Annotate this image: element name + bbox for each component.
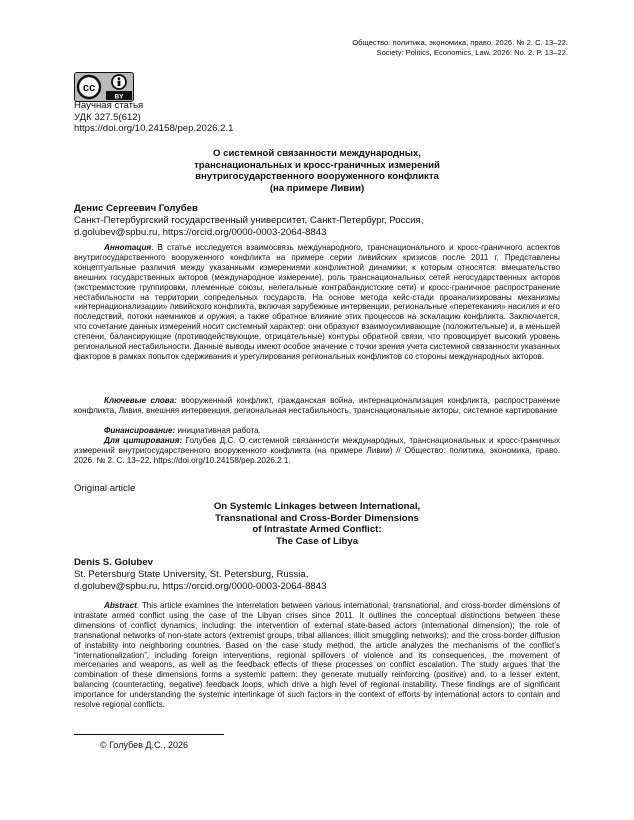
cc-by-icon bbox=[75, 73, 133, 101]
title-ru-line: транснациональных и кросс-граничных измерений bbox=[194, 159, 440, 171]
title-en-line: The Case of Libya bbox=[275, 535, 359, 547]
title-ru-line: О системной связанности международных, bbox=[213, 148, 421, 159]
article-meta bbox=[74, 100, 234, 135]
article-type-ru: Научная статья bbox=[74, 100, 144, 111]
by-text: BY bbox=[114, 93, 124, 101]
citation-ru-label: Для цитирования: bbox=[104, 436, 183, 445]
affiliation-ru-line: d.golubev@spbu.ru, https://orcid.org/0000-0003-2064-8843 bbox=[74, 227, 327, 238]
abstract-en-label: Abstract bbox=[104, 601, 137, 610]
title-ru-line: внутригосударственного вооруженного конфликта bbox=[195, 171, 439, 183]
author-name-en: Denis S. Golubev bbox=[74, 557, 153, 568]
running-header-en: Society: Politics, Economics, Law. 2026. No. 2. P. 13–22. bbox=[376, 48, 568, 57]
title-en bbox=[74, 501, 560, 547]
citation-ru bbox=[74, 436, 560, 466]
affiliation-ru-line: Санкт-Петербургский государственный университет, Санкт-Петербург, Россия, bbox=[74, 215, 424, 226]
keywords-ru-label: Ключевые слова: bbox=[104, 396, 177, 405]
citation-ru-text: Голубев Д.С. О системной связанности международных, транснациональных и кросс-граничных измерений внутригосударственного вооруженного конфликта (на примере Ливии) // Общество: политика, экономика, право. 2026. № 2. С. 13–22. https://doi.org/10.24158/pep.2026.2.1. bbox=[74, 436, 560, 465]
title-en-line: of Intrastate Armed Conflict: bbox=[252, 524, 382, 536]
funding-ru-label: Финансирование: bbox=[104, 426, 176, 435]
abstract-ru-label: Аннотация bbox=[104, 243, 152, 252]
running-header bbox=[352, 38, 568, 58]
cc-text: cc bbox=[82, 82, 96, 94]
footnote-divider bbox=[74, 734, 224, 735]
affiliation-en-line: St. Petersburg State University, St. Petersburg, Russia, bbox=[74, 569, 309, 580]
keywords-ru bbox=[74, 396, 560, 416]
abstract-en bbox=[74, 601, 560, 710]
funding-ru bbox=[74, 426, 560, 436]
abstract-ru-text: . В статье исследуется взаимосвязь международного, транснационального и кросс-граничного аспектов внутригосударственного вооруженного конфликта на примере серии ливийских кризисов после 2011 г. Представлены концептуальные различия между указанными измерениями конфликтной динамики, к которым относятся: вмешательство внешних государственных акторов (международное измерение), роль транснациональных сетей негосударственных акторов (экстремистские группировки, племенные союзы, нелегальные контрабандистские сети) и кросс-граничное распространение нестабильности на территории сопредельных государств. На основе метода кейс-стади проанализированы механизмы «интернационализации» ливийского конфликта, включая зарубежные интервенции, региональные «перетекания» насилия и его последствий, потоки наемников и оружия, а также обратное влияние этих процессов на эскалацию конфликта. Заключается, что сочетание данных измерений носит системный характер: они образуют взаимоусиливающие (положительные) и, в меньшей степени, балансирующие (противодействующие, отрицательные) контуры обратной связи, что провоцирует высокий уровень региональной нестабильности. Данные выводы имеют особое значение с точки зрения учета системной связанности указанных факторов в рамках попыток сдерживания и урегулирования региональных конфликтов со стороны международных акторов. bbox=[74, 243, 560, 361]
abstract-en-text: . This article examines the interrelation between various international, transnational, and cross-border dimensions of intrastate armed conflict using the case of the Libyan crises since 2011. It outlines the conceptual distinctions between these dimensions of conflict dynamics, including: the intervention of external state-based actors (international dimension); the role of transnational networks of non-state actors (extremist groups, tribal alliances, illicit smuggling networks); and the cross-border diffusion of instability into neighboring countries. Based on the case study method, the article analyzes the mechanisms of the conflict’s “internationalization”, including foreign interventions, regional spillovers of violence and its consequences, the movement of mercenaries and weapons, as well as the feedback effects of these processes on conflict escalation. The study argues that the combination of these dimensions forms a systemic pattern: they generate mutually reinforcing (positive) and, to a lesser extent, balancing (counteracting, negative) feedback loops, which drive a high level of regional instability. These findings are of significant importance for understanding the systemic interlinkage of such factors in the context of efforts by international actors to contain and resolve regional conflicts. bbox=[74, 601, 560, 710]
title-ru bbox=[74, 148, 560, 194]
doi-link[interactable]: https://doi.org/10.24158/pep.2026.2.1 bbox=[74, 123, 234, 135]
abstract-ru bbox=[74, 243, 560, 362]
running-header-ru: Общество: политика, экономика, право. 2026. № 2. С. 13–22. bbox=[352, 38, 568, 47]
funding-ru-text: инициативная работа. bbox=[175, 426, 261, 435]
affiliation-en-line: d.golubev@spbu.ru, https://orcid.org/0000-0003-2064-8843 bbox=[74, 581, 327, 592]
title-en-line: On Systemic Linkages between International, bbox=[213, 501, 421, 512]
title-en-line: Transnational and Cross-Border Dimensions bbox=[215, 512, 419, 524]
affiliation-en bbox=[74, 569, 326, 593]
copyright-footnote: © Голубев Д.С., 2026 bbox=[100, 740, 189, 750]
author-name-ru: Денис Сергеевич Голубев bbox=[74, 203, 198, 214]
keywords-ru-text: вооруженный конфликт, гражданская война, интернационализация конфликта, распространение конфликта, Ливия, внешняя интервенция, региональная нестабильность, транснациональные акторы, системное картирование bbox=[74, 396, 560, 415]
affiliation-ru bbox=[74, 215, 423, 239]
article-type-en: Original article bbox=[74, 483, 136, 494]
title-ru-line: (на примере Ливии) bbox=[269, 182, 365, 194]
cc-by-license-badge bbox=[74, 72, 134, 102]
udc-code: УДК 327.5(612) bbox=[74, 111, 141, 123]
